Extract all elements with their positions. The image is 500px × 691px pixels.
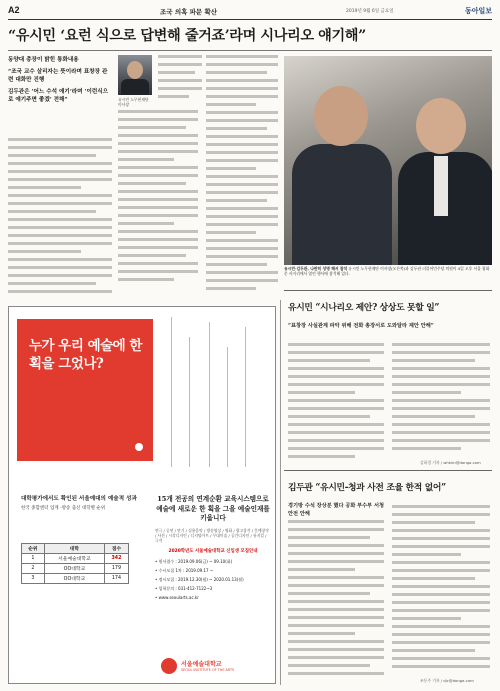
subheads: [8, 56, 112, 104]
portrait-caption: 유시민 노무현재단 이사장: [118, 97, 149, 107]
ad-copy: [21, 495, 141, 511]
story2-body-col1: [288, 343, 384, 463]
ad-schedule-item: • 수시모집 1차 : 2019.09.17 ~: [155, 567, 214, 573]
main-photo: [284, 56, 492, 265]
story3-deck: 경기방 수석 장상분 했다 공화 부수부 서청 안전 안해: [288, 503, 385, 517]
ad-right-head: 15개 전공의 연계순환 교육시스템으로 예술에 새로운 한 획을 그을 예술인재를 키웁니다: [156, 495, 270, 522]
caption-title: 유시민·김두관, 나란히 성명 해서 참석: [284, 266, 348, 271]
ad-headline: 누가 우리 예술에 한 획을 그었나?: [29, 338, 142, 372]
ranking-table: [21, 543, 129, 584]
ad-website[interactable]: • www.seoularts.ac.kr: [155, 594, 199, 600]
ad-schedule-item: • 원서접수 : 2019.09.06(금) ~ 09.10(화): [155, 558, 233, 564]
ad-copy-sub: 한국 종합엔터 업계 -방송 출신 대학별 순위: [21, 506, 106, 511]
article-body-col2: [118, 110, 198, 286]
story3-headline: 김두관 “유시민-청과 사전 조율 한적 없어”: [288, 483, 446, 493]
article-body-col1: [8, 138, 112, 298]
subhead-2: “조국 교수 살리자는 뜻이라며 표창장 관련 대화만 진행: [8, 69, 108, 83]
portrait-photo: [118, 55, 152, 95]
ad-majors: 연극 / 공연 / 연기 / 실용음악 / 방송영상 / 영화 / 광고창작 / 문예창작 / 사진 / 시각디자인 / 디지털아트 / 무대미술 / 공간디자인 / 뮤지컬 / 극작: [155, 527, 269, 543]
school-logo-sub: SEOUL INSTITUTE OF THE ARTS: [181, 667, 235, 672]
school-logo: [161, 655, 269, 677]
table-header: 순위: [22, 544, 45, 554]
ad-right-copy: [155, 495, 271, 600]
ad-red-panel: [17, 319, 153, 461]
story3-byline: 조동주 기자 / djc@donga.com: [420, 678, 474, 683]
ad-contact: • 입학문의 : 031-412-7122~3: [155, 585, 213, 591]
main-headline: “유시민 ‘요런 식으로 답변해 줄거죠’라며 시나리오 얘기해”: [8, 28, 366, 44]
story3-body-col1: [288, 520, 384, 680]
table-header: 점수: [104, 544, 128, 554]
article-body-col3: [206, 55, 278, 295]
newspaper-logo: 동아일보: [464, 6, 492, 15]
story2-deck: “표창장 사실관계 파악 위해 전화 총장서로 도와달라 제안 안해”: [288, 323, 434, 329]
table-row: 3 OO대학교 174: [22, 574, 129, 584]
headline-rule: [8, 50, 492, 51]
subhead-3: 김두관은 ‘어느 수석 얘기’라며 ‘이런식으로 얘기주면 좋겠’ 전해”: [8, 89, 109, 103]
table-row: 1 서울예술대학교 342: [22, 554, 129, 564]
story3-body-col2: [392, 505, 490, 673]
story2-headline: 유시민 “시나리오 제안? 상상도 못할 일”: [288, 303, 440, 313]
date: 2019년 9월 6일 금요일: [346, 9, 394, 14]
ad-decor-lines: [161, 317, 251, 467]
school-logo-text: 서울예술대학교: [181, 660, 222, 668]
section-title: 조국 의혹 파문 확산: [160, 8, 218, 16]
column-divider: [280, 300, 281, 685]
story2-body-col2: [392, 343, 490, 455]
article-body-col2-top: [158, 55, 202, 103]
page-number: A2: [8, 5, 20, 15]
main-photo-caption: [284, 266, 492, 276]
table-header: 대학: [44, 544, 104, 554]
story2-byline: 김하경 기자 / whkim@donga.com: [420, 460, 481, 465]
ad-schedule-item: • 정시모집 : 2019.12.30(월) ~ 2020.01.13(월): [155, 576, 244, 582]
table-row: 2 OO대학교 179: [22, 564, 129, 574]
page-header: [8, 5, 492, 19]
subhead-1: 동양대 총장이 밝힌 통화내용: [8, 57, 79, 63]
story2-rule: [284, 290, 492, 291]
caption-text: 유시민 노무현재단 이사장(오른쪽)과 김두관 더불어민주당 의원이 4일 오후 서울 광화문 사거리에서 열린 행사에 참석해 있다.: [284, 266, 490, 276]
story3-rule: [284, 470, 492, 471]
ad-schedule-title: 2020학년도 서울예술대학교 신입생 모집안내: [168, 548, 258, 554]
advertisement: [8, 306, 276, 684]
school-emblem-icon: [161, 658, 177, 674]
ad-copy-title: 대학평가에서도 확인된 서울예대의 예술적 성과: [21, 496, 137, 502]
header-rule: [8, 19, 492, 20]
